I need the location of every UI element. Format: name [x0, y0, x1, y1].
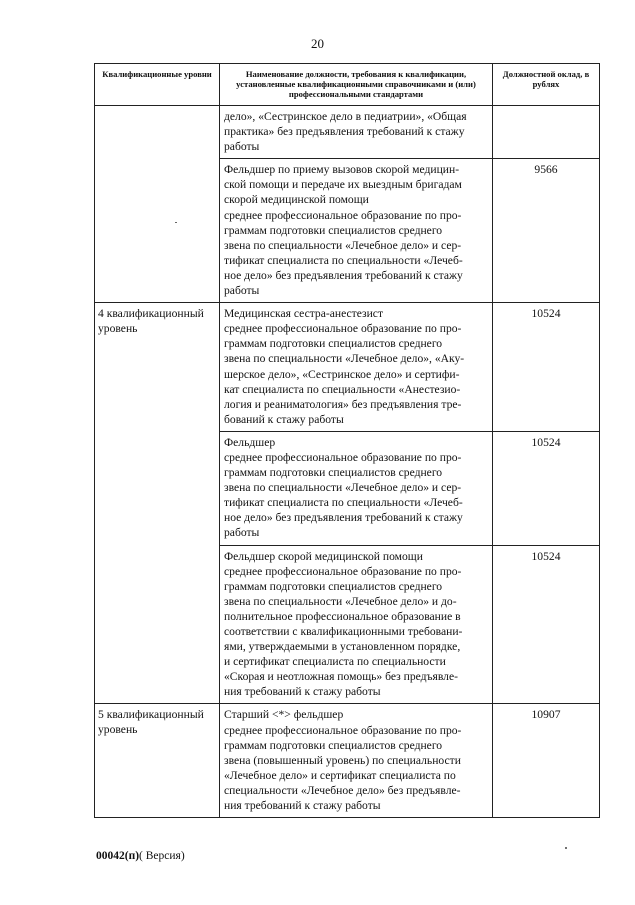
header-salary: Должностной оклад, в рублях: [493, 64, 600, 106]
level-cell: 4 квалификационный уровень: [95, 303, 220, 704]
position-cell: [220, 431, 493, 545]
position-title: Фельдшер скорой медицинской помощи: [224, 549, 423, 563]
table-row: [95, 106, 600, 159]
position-title: Фельдшер: [224, 435, 276, 449]
position-title: Старший <*> фельдшер: [224, 708, 344, 722]
position-requirements: среднее профессиональное образование по про- граммам подготовки специалистов среднего звена (повышенный уровень) по специальности «Лечебное дело» и сертификат специалиста по специальности «Лечебное дело» без предъявле- ния требований к стажу работы: [224, 723, 462, 813]
page-number: 20: [311, 36, 324, 51]
table-row: [95, 704, 600, 818]
position-cell: [220, 159, 493, 303]
scan-speck: [175, 222, 177, 223]
salary-cell: [493, 106, 600, 159]
document-version: ( Версия): [139, 850, 185, 862]
header-position-requirements: Наименование должности, требования к квалификации, установленные квалификационными справочниками и (или) профессиональными стандартами: [220, 64, 493, 106]
document-footer: [96, 850, 185, 862]
table-header-row: [95, 64, 600, 106]
qualification-salary-table: [94, 63, 600, 818]
position-cell: [220, 704, 493, 818]
position-requirements: среднее профессиональное образование по про- граммам подготовки специалистов среднего звена по специальности «Лечебное дело» и до- полнительное профессиональное образование в соответствии с квалификационными требовани- ями, утверждаемыми в установленном порядке, и сертификат специалиста по специальности «Скорая и неотложная помощь» без предъявле- ния требований к стажу работы: [224, 564, 463, 699]
position-cell: [220, 106, 493, 159]
salary-cell: 10524: [493, 545, 600, 704]
header-qualification-levels: Квалификационные уровни: [95, 64, 220, 106]
position-requirements: среднее профессиональное образование по про- граммам подготовки специалистов среднего звена по специальности «Лечебное дело» и сер- тификат специалиста по специальности «Лечеб- ное дело» без предъявления требований к стажу работы: [224, 208, 463, 298]
position-requirements: дело», «Сестринское дело в педиатрии», «Общая практика» без предъявления требований к стажу работы: [224, 110, 467, 154]
position-cell: [220, 545, 493, 704]
document-code: 00042(п): [96, 850, 140, 862]
level-cell: 5 квалификационный уровень: [95, 704, 220, 818]
position-requirements: среднее профессиональное образование по про- граммам подготовки специалистов среднего звена по специальности «Лечебное дело», «Аку- шерское дело», «Сестринское дело» и сертифи- кат специалиста по специальности «Анестезио- логия и реаниматология» без предъявления тре- бований к стажу работы: [224, 322, 465, 426]
position-cell: [220, 303, 493, 432]
salary-cell: 10907: [493, 704, 600, 818]
position-requirements: среднее профессиональное образование по про- граммам подготовки специалистов среднего звена по специальности «Лечебное дело» и сер- тификат специалиста по специальности «Лечеб- ное дело» без предъявления требований к стажу работы: [224, 450, 463, 540]
position-title: Фельдшер по приему вызовов скорой медицин- ской помощи и передаче их выездным бригадам скорой медицинской помощи: [224, 163, 462, 207]
salary-cell: 10524: [493, 303, 600, 432]
salary-cell: 10524: [493, 431, 600, 545]
scan-speck: [565, 847, 567, 849]
position-title: Медицинская сестра-анестезист: [224, 307, 384, 321]
table-row: [95, 303, 600, 432]
level-cell: [95, 106, 220, 303]
salary-cell: 9566: [493, 159, 600, 303]
